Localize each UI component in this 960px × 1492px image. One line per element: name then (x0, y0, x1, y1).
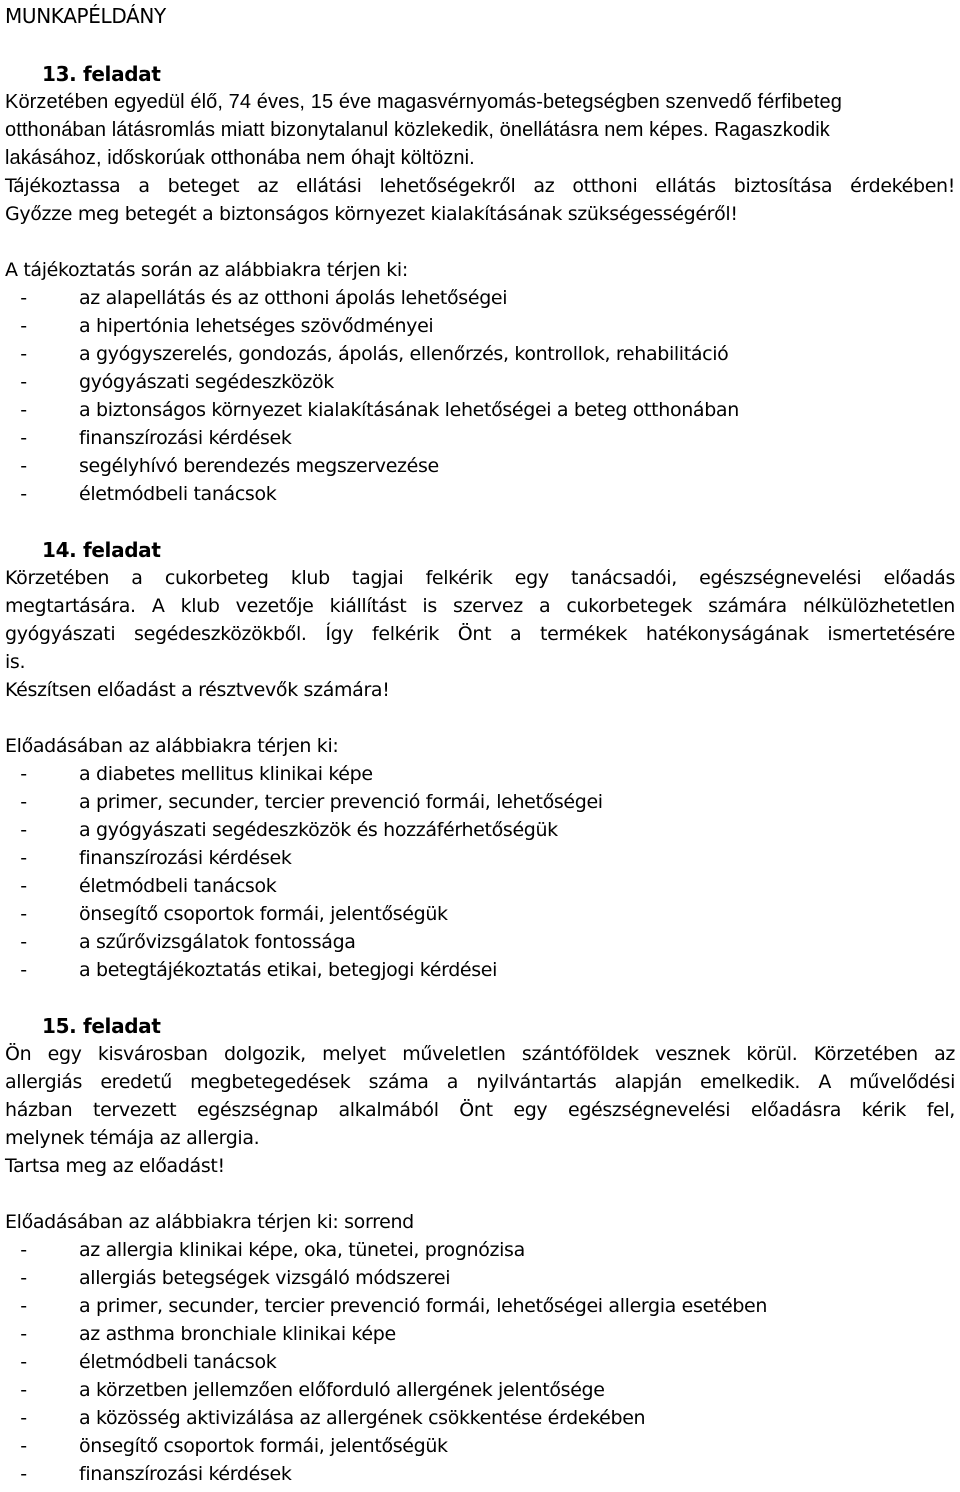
task-list (5, 1236, 955, 1488)
task-list (5, 760, 955, 984)
list-item: - a közösség aktivizálása az allergének csökkentése érdekében (20, 1407, 646, 1429)
task-intro-line: Körzetében egyedül élő, 74 éves, 15 éve magasvérnyomás-betegségben szenvedő férfibeteg (5, 91, 842, 113)
list-item: - allergiás betegségek vizsgáló módszerei (20, 1267, 451, 1289)
task-intro-line: melynek témája az allergia. (5, 1127, 260, 1149)
list-item: - finanszírozási kérdések (20, 1463, 292, 1485)
list-item: - az asthma bronchiale klinikai képe (20, 1323, 396, 1345)
task-title: 13. feladat (42, 62, 161, 86)
list-item: - a primer, secunder, tercier prevenció formái, lehetőségei allergia esetében (20, 1295, 768, 1317)
task-intro-line: Ön egy kisvárosban dolgozik, melyet műveletlen szántóföldek vesznek körül. Körzetében az (5, 1043, 955, 1065)
task-title: 15. feladat (42, 1014, 161, 1038)
task-intro-line: allergiás eredetű megbetegedések száma a nyilvántartás alapján emelkedik. A művelődési (5, 1071, 955, 1093)
task-intro-line: is. (5, 651, 26, 673)
list-item: - az alapellátás és az otthoni ápolás lehetőségei (20, 287, 508, 309)
list-item: - a szűrővizsgálatok fontossága (20, 931, 356, 953)
task-intro-line: Győzze meg betegét a biztonságos környezet kialakításának szükségességéről! (5, 203, 738, 225)
page-header: MUNKAPÉLDÁNY (5, 4, 166, 28)
task-intro-line: Tájékoztassa a beteget az ellátási lehetőségekről az otthoni ellátás biztosítása érdekében! (5, 175, 955, 197)
list-item: - a gyógyászati segédeszközök és hozzáférhetőségük (20, 819, 558, 841)
task-13 (5, 60, 955, 508)
list-item: - a primer, secunder, tercier prevenció formái, lehetőségei (20, 791, 603, 813)
list-item: - segélyhívó berendezés megszervezése (20, 455, 439, 477)
list-item: - életmódbeli tanácsok (20, 1351, 277, 1373)
list-item: - a betegtájékoztatás etikai, betegjogi kérdései (20, 959, 498, 981)
list-item: - az allergia klinikai képe, oka, tünetei, prognózisa (20, 1239, 525, 1261)
task-intro-line: házban tervezett egészségnap alkalmából Önt egy egészségnevelési előadásra kérik fel, (5, 1099, 955, 1121)
list-item: - a biztonságos környezet kialakításának lehetőségei a beteg otthonában (20, 399, 739, 421)
task-intro-line: Készítsen előadást a résztvevők számára! (5, 679, 390, 701)
list-item: - finanszírozási kérdések (20, 427, 292, 449)
task-title: 14. feladat (42, 538, 161, 562)
task-intro-line: megtartására. A klub vezetője kiállítást is szervez a cukorbetegek számára nélkülözhetetlen (5, 595, 955, 617)
task-intro-line: Tartsa meg az előadást! (5, 1155, 225, 1177)
list-heading: Előadásában az alábbiakra térjen ki: sorrend (5, 1211, 414, 1233)
task-14 (5, 536, 955, 984)
list-item: - önsegítő csoportok formái, jelentőségük (20, 903, 448, 925)
list-item: - a diabetes mellitus klinikai képe (20, 763, 373, 785)
task-intro-line: lakásához, időskorúak otthonába nem óhajt költözni. (5, 147, 475, 169)
list-item: - életmódbeli tanácsok (20, 483, 277, 505)
list-item: - finanszírozási kérdések (20, 847, 292, 869)
task-intro-line: gyógyászati segédeszközökből. Így felkérik Önt a termékek hatékonyságának ismertetésére (5, 623, 955, 645)
list-item: - életmódbeli tanácsok (20, 875, 277, 897)
list-item: - a gyógyszerelés, gondozás, ápolás, ellenőrzés, kontrollok, rehabilitáció (20, 343, 729, 365)
list-item: - a körzetben jellemzően előforduló allergének jelentősége (20, 1379, 605, 1401)
list-item: - a hipertónia lehetséges szövődményei (20, 315, 434, 337)
task-15 (5, 1012, 955, 1488)
list-item: - gyógyászati segédeszközök (20, 371, 334, 393)
task-intro-line: Körzetében a cukorbeteg klub tagjai felkérik egy tanácsadói, egészségnevelési előadás (5, 567, 955, 589)
task-list (5, 284, 955, 508)
list-item: - önsegítő csoportok formái, jelentőségük (20, 1435, 448, 1457)
list-heading: A tájékoztatás során az alábbiakra térjen ki: (5, 259, 408, 281)
list-heading: Előadásában az alábbiakra térjen ki: (5, 735, 339, 757)
task-intro-line: otthonában látásromlás miatt bizonytalanul közlekedik, önellátásra nem képes. Ragaszkodik (5, 119, 830, 141)
